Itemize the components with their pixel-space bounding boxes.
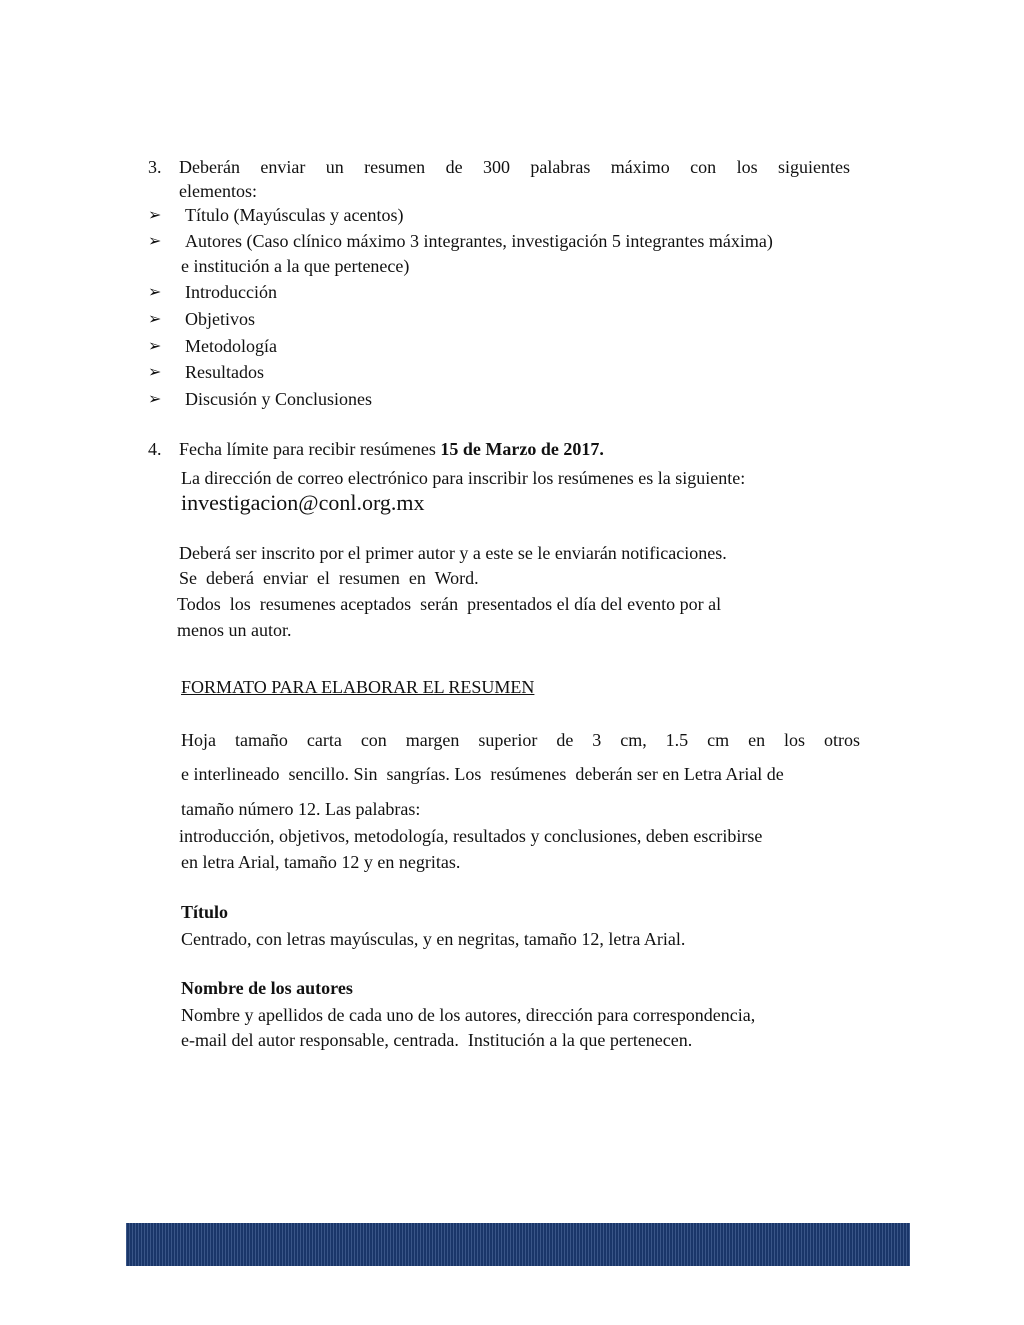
format-line1-word: superior xyxy=(478,730,538,750)
footer-banner xyxy=(126,1223,910,1266)
format-line1-word: carta xyxy=(306,730,342,750)
format-line1-word: tamaño xyxy=(234,730,288,750)
bullet-item-resultados: Resultados xyxy=(185,362,264,382)
autores-heading: Nombre de los autores xyxy=(181,978,353,998)
format-text-line1 xyxy=(181,729,860,751)
format-heading: FORMATO PARA ELABORAR EL RESUMEN xyxy=(181,677,535,697)
arrow-bullet-icon: ➢ xyxy=(148,311,162,328)
item-3-line1-word: máximo xyxy=(610,157,670,177)
item-3-line1-word: resumen xyxy=(364,157,426,177)
note-line-1: Deberá ser inscrito por el primer autor y a este se le enviarán notificaciones. xyxy=(179,543,727,563)
item-4-number: 4. xyxy=(148,439,162,459)
item-3-text-line2: elementos: xyxy=(179,181,257,201)
format-line1-word: en xyxy=(748,730,766,750)
note-line-3: Todos los resumenes aceptados serán presentados el día del evento por al xyxy=(177,594,722,614)
item-3-line1-word: los xyxy=(736,157,758,177)
format-text-line2: e interlineado sencillo. Sin sangrías. Los resúmenes deberán ser en Letra Arial de xyxy=(181,764,784,784)
format-line1-word: cm xyxy=(707,730,730,750)
format-line1-word: cm, xyxy=(620,730,647,750)
item-3-line1-word: un xyxy=(325,157,344,177)
arrow-bullet-icon: ➢ xyxy=(148,284,162,301)
arrow-bullet-icon: ➢ xyxy=(148,364,162,381)
titulo-text: Centrado, con letras mayúsculas, y en negritas, tamaño 12, letra Arial. xyxy=(181,929,686,949)
item-3-line1-word: de xyxy=(445,157,463,177)
email-intro: La dirección de correo electrónico para inscribir los resúmenes es la siguiente: xyxy=(181,468,746,488)
bullet-item-metodologia: Metodología xyxy=(185,336,277,356)
item-3-line1-word: con xyxy=(690,157,717,177)
arrow-bullet-icon: ➢ xyxy=(148,207,162,224)
bullet-item-autores: Autores (Caso clínico máximo 3 integrantes, investigación 5 integrantes máxima) xyxy=(185,231,773,251)
format-line1-word: los xyxy=(784,730,806,750)
email-address: investigacion@conl.org.mx xyxy=(181,490,425,515)
format-line1-word: otros xyxy=(824,730,860,750)
item-3-number: 3. xyxy=(148,157,162,177)
item-3-line1-word: siguientes xyxy=(777,157,850,177)
bullet-item-introduccion: Introducción xyxy=(185,282,277,302)
format-line1-word: 3 xyxy=(592,730,602,750)
bullet-item-discusion: Discusión y Conclusiones xyxy=(185,389,372,409)
format-line1-word: margen xyxy=(405,730,460,750)
bullet-item-titulo: Título (Mayúsculas y acentos) xyxy=(185,205,404,225)
format-text-line4: introducción, objetivos, metodología, resultados y conclusiones, deben escribirse xyxy=(179,826,763,846)
deadline-date: 15 de Marzo de 2017. xyxy=(440,439,604,459)
format-line1-word: 1.5 xyxy=(665,730,689,750)
item-3-text-line1 xyxy=(179,156,850,178)
note-line-2: Se deberá enviar el resumen en Word. xyxy=(179,568,479,588)
deadline-label: Fecha límite para recibir resúmenes xyxy=(179,439,441,459)
item-3-line1-word: 300 xyxy=(482,157,510,177)
note-line-4: menos un autor. xyxy=(177,620,292,640)
format-text-line3: tamaño número 12. Las palabras: xyxy=(181,799,421,819)
format-line1-word: con xyxy=(360,730,387,750)
item-3-line1-word: Deberán xyxy=(179,157,240,177)
titulo-heading: Título xyxy=(181,902,229,922)
autores-text-line1: Nombre y apellidos de cada uno de los autores, dirección para correspondencia, xyxy=(181,1005,756,1025)
item-3-line1-word: enviar xyxy=(260,157,306,177)
item-3-line1-word: palabras xyxy=(530,157,591,177)
autores-text-line2: e-mail del autor responsable, centrada. Institución a la que pertenecen. xyxy=(181,1030,693,1050)
arrow-bullet-icon: ➢ xyxy=(148,233,162,250)
arrow-bullet-icon: ➢ xyxy=(148,338,162,355)
format-text-line5: en letra Arial, tamaño 12 y en negritas. xyxy=(181,852,461,872)
bullet-item-objetivos: Objetivos xyxy=(185,309,255,329)
bullet-item-autores-continuation: e institución a la que pertenece) xyxy=(181,256,410,276)
item-4-text xyxy=(179,438,604,460)
format-line1-word: Hoja xyxy=(181,730,216,750)
arrow-bullet-icon: ➢ xyxy=(148,391,162,408)
format-line1-word: de xyxy=(556,730,574,750)
